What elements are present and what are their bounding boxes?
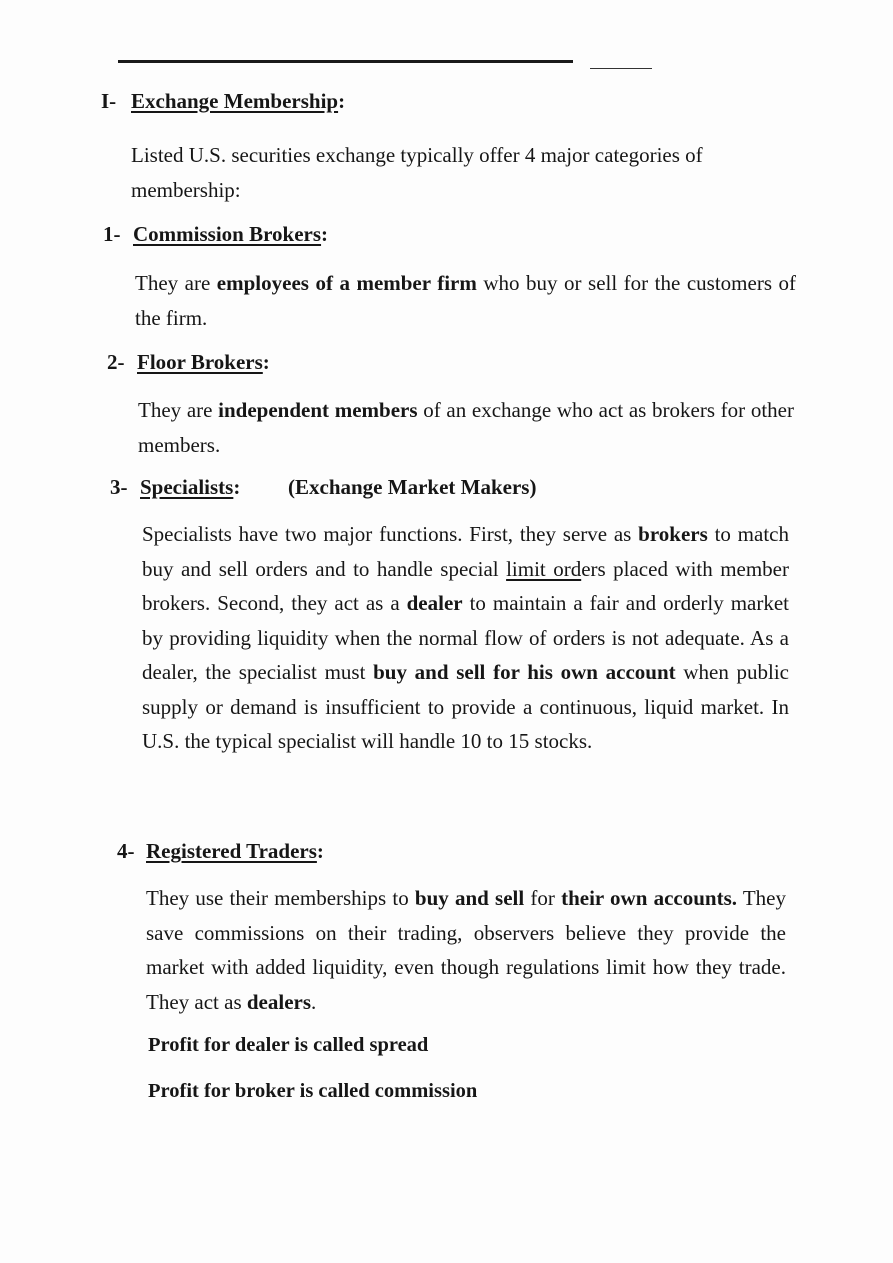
text-run: They use their memberships to xyxy=(146,886,415,910)
text-run: . xyxy=(311,989,317,1014)
text-run: ers placed with member brokers. Second, they act as a xyxy=(142,556,789,615)
item-text-commission-brokers xyxy=(135,266,796,335)
bold-run: buy and sell for his own account xyxy=(373,660,676,684)
item-colon: : xyxy=(233,475,241,499)
underlined-run: limit ord xyxy=(506,556,582,581)
top-rule-short xyxy=(590,68,652,69)
item-subtitle-specialists: (Exchange Market Makers) xyxy=(288,475,537,499)
item-number: 4- xyxy=(117,839,135,863)
top-rule xyxy=(118,60,573,63)
item-text-registered-traders xyxy=(146,881,786,1019)
bold-run: buy and sell xyxy=(414,886,525,910)
bold-run: dealer xyxy=(406,591,463,615)
text-run: to match buy and sell orders and to handle special xyxy=(142,522,789,581)
item-colon: : xyxy=(316,839,324,863)
bold-run: dealers xyxy=(246,989,312,1014)
item-heading-commission-brokers xyxy=(103,224,328,245)
text-run: They are xyxy=(135,271,217,295)
bold-run: employees of a member firm xyxy=(216,271,477,295)
item-title: Commission Brokers xyxy=(133,222,322,246)
item-heading-specialists xyxy=(110,477,240,498)
bold-run: their own accounts. xyxy=(561,886,738,910)
text-run: of an exchange who act as brokers for other members. xyxy=(138,398,794,457)
bold-run: independent members xyxy=(218,398,418,422)
item-text-floor-brokers xyxy=(138,393,794,462)
text-run: They save commissions on their trading, observers believe they provide the market with added liquidity, even though regulations limit how they trade. They act as xyxy=(146,886,786,1014)
text-run: for xyxy=(524,886,562,910)
item-title: Floor Brokers xyxy=(137,350,263,374)
section-number: I- xyxy=(101,89,117,113)
text-run: when public supply or demand is insufficient to provide a continuous, liquid market. In U.S. the typical specialist will handle 10 to 15 stocks. xyxy=(142,660,790,753)
item-number: 3- xyxy=(110,475,128,499)
text-run: They are xyxy=(138,398,219,422)
note-broker-profit: Profit for broker is called commission xyxy=(148,1080,478,1102)
item-colon: : xyxy=(321,222,329,246)
item-title: Specialists xyxy=(140,475,234,499)
text-run: who buy or sell for the customers of the firm. xyxy=(135,271,796,330)
item-title: Registered Traders xyxy=(146,839,317,863)
section-colon: : xyxy=(338,89,346,113)
section-heading xyxy=(101,91,345,112)
note-dealer-profit: Profit for dealer is called spread xyxy=(148,1034,429,1056)
item-number: 2- xyxy=(107,350,125,374)
item-colon: : xyxy=(262,350,270,374)
text-run: to maintain a fair and orderly market by providing liquidity when the normal flow of orders is not adequate. As a dealer, the specialist must xyxy=(142,591,790,684)
section-intro: Listed U.S. securities exchange typically offer 4 major categories of membership: xyxy=(131,143,703,202)
item-heading-floor-brokers xyxy=(107,352,270,373)
item-text-specialists xyxy=(142,517,789,759)
item-number: 1- xyxy=(103,222,121,246)
text-run: Specialists have two major functions. First, they serve as xyxy=(142,522,639,546)
section-title: Exchange Membership xyxy=(131,89,339,113)
item-heading-registered-traders xyxy=(117,841,324,862)
bold-run: brokers xyxy=(638,522,708,546)
